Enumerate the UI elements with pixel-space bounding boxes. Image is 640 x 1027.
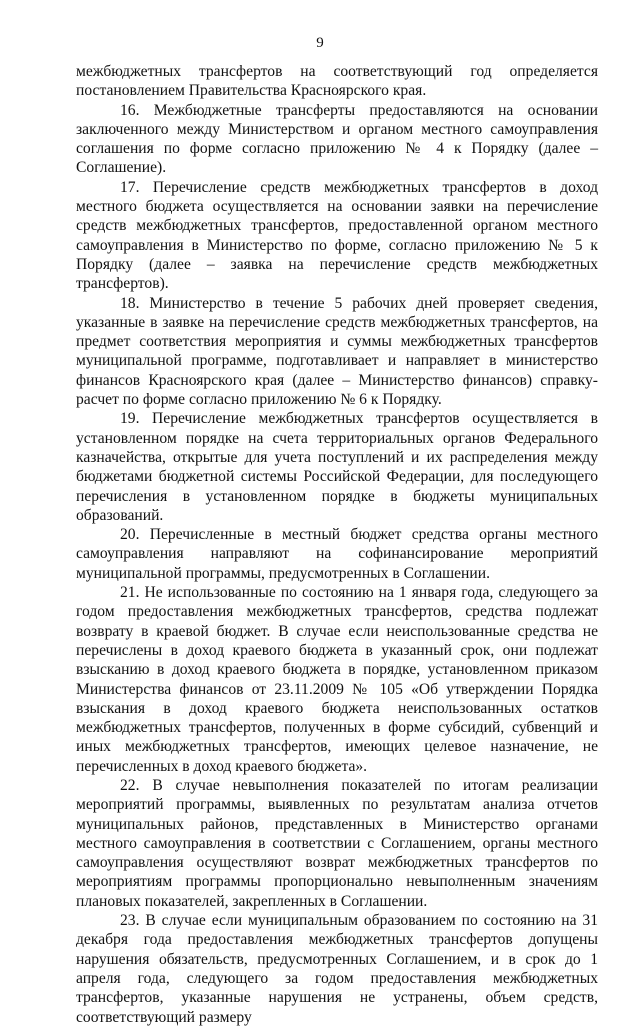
paragraph-21: 21. Не использованные по состоянию на 1 января года, следующего за годом предоставления межбюджетных трансфертов, средства подлежат возврату в краевой бюджет. В случае если неиспользованные средства не перечислены в доход краевого бюджета в указанный срок, они подлежат взысканию в доход краевого бюджета в порядке, установленном приказом Министерства финансов от 23.11.2009 № 105 «Об утверждении Порядка взыскания в доход краевого бюджета неиспользованных остатков межбюджетных трансфертов, полученных в форме субсидий, субвенций и иных межбюджетных трансфертов, имеющих целевое назначение, не перечисленных в доход краевого бюджета». [76,584,598,775]
paragraph-17: 17. Перечисление средств межбюджетных трансфертов в доход местного бюджета осуществляется на основании заявки на перечисление средств межбюджетных трансфертов, предоставленной органом местного самоуправления в Министерство по форме, согласно приложению № 5 к Порядку (далее – заявка на перечисление средств межбюджетных трансфертов). [76,178,598,293]
paragraph-20: 20. Перечисленные в местный бюджет средства органы местного самоуправления направляют на софинансирование мероприятий муниципальной программы, предусмотренных в Соглашении. [76,526,598,582]
paragraph-19: 19. Перечисление межбюджетных трансфертов осуществляется в установленном порядке на счета территориальных органов Федерального казначейства, открытые для учета поступлений и их распределения между бюджетами бюджетной системы Российской Федерации, для последующего перечисления в установленном порядке в бюджеты муниципальных образований. [76,410,598,524]
paragraph-18: 18. Министерство в течение 5 рабочих дней проверяет сведения, указанные в заявке на перечисление средств межбюджетных трансфертов, на предмет соответствия мероприятия и суммы межбюджетных трансфертов муниципальной программе, подготавливает и направляет в министерство финансов Красноярского края (далее – Министерство финансов) справку-расчет по форме согласно приложению № 6 к Порядку. [76,294,598,409]
paragraph-continuation: межбюджетных трансфертов на соответствующий год определяется постановлением Правительства Красноярского края. [76,63,598,100]
document-body [76,62,598,1027]
paragraph-22: 22. В случае невыполнения показателей по итогам реализации мероприятий программы, выявленных по результатам анализа отчетов муниципальных районов, представленных в Министерство органами местного самоуправления в соответствии с Соглашением, органы местного самоуправления осуществляют возврат межбюджетных трансфертов по мероприятиям программы пропорционально невыполненным значениям плановых показателей, закрепленных в Соглашении. [76,776,598,910]
page-number: 9 [316,35,324,51]
paragraph-23: 23. В случае если муниципальным образованием по состоянию на 31 декабря года предоставления межбюджетных трансфертов допущены нарушения обязательств, предусмотренных Соглашением, и в срок до 1 апреля года, следующего за годом предоставления межбюджетных трансфертов, указанные нарушения не устранены, объем средств, соответствующий размеру [76,912,598,1026]
paragraph-16: 16. Межбюджетные трансферты предоставляются на основании заключенного между Министерством и органом местного самоуправления соглашения по форме согласно приложению № 4 к Порядку (далее – Соглашение). [76,101,598,177]
